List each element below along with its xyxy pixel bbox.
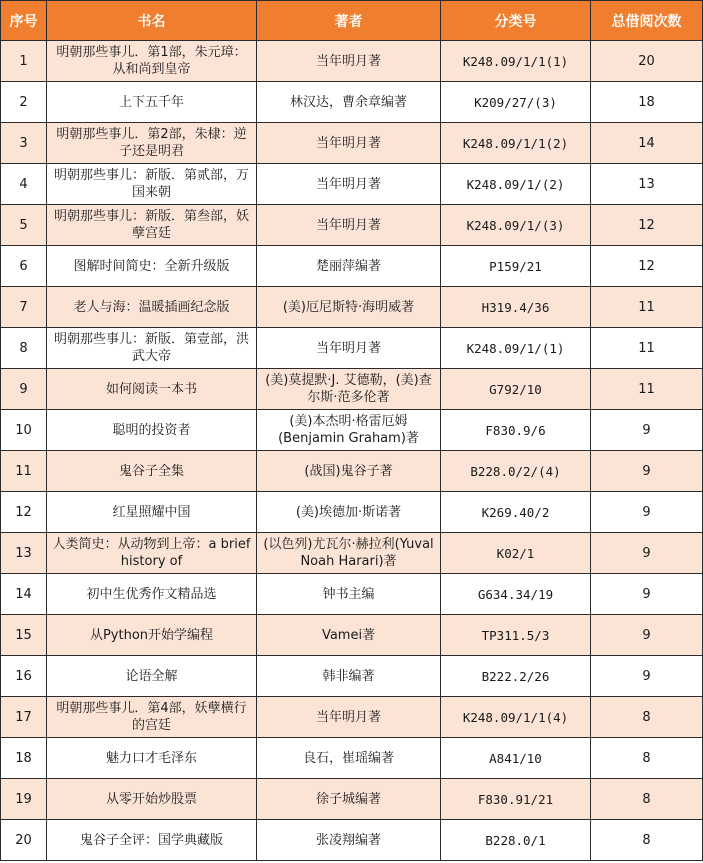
cell-classification: G792/10: [441, 369, 591, 410]
header-row: [1, 1, 703, 41]
cell-author: 当年明月著: [257, 164, 441, 205]
cell-title: 上下五千年: [47, 82, 257, 123]
cell-index: 1: [1, 41, 47, 82]
cell-borrow-count: 18: [591, 82, 703, 123]
cell-index: 2: [1, 82, 47, 123]
cell-index: 17: [1, 697, 47, 738]
cell-title: 鬼谷子全集: [47, 451, 257, 492]
cell-title: 从零开始炒股票: [47, 779, 257, 820]
cell-classification: K248.09/1/(3): [441, 205, 591, 246]
table-row: [1, 41, 703, 82]
cell-classification: B228.0/1: [441, 820, 591, 861]
table-row: [1, 492, 703, 533]
cell-index: 8: [1, 328, 47, 369]
header-author: 著者: [257, 1, 441, 41]
cell-index: 18: [1, 738, 47, 779]
cell-borrow-count: 20: [591, 41, 703, 82]
table-row: [1, 697, 703, 738]
cell-title: 老人与海：温暖插画纪念版: [47, 287, 257, 328]
cell-index: 16: [1, 656, 47, 697]
cell-author: 林汉达，曹余章编著: [257, 82, 441, 123]
cell-index: 4: [1, 164, 47, 205]
table-row: [1, 410, 703, 451]
cell-borrow-count: 8: [591, 779, 703, 820]
cell-classification: F830.9/6: [441, 410, 591, 451]
cell-author: 当年明月著: [257, 205, 441, 246]
cell-title: 论语全解: [47, 656, 257, 697]
cell-author: 当年明月著: [257, 123, 441, 164]
cell-classification: K248.09/1/(1): [441, 328, 591, 369]
cell-borrow-count: 14: [591, 123, 703, 164]
table-body: [1, 41, 703, 861]
cell-classification: K02/1: [441, 533, 591, 574]
table-row: [1, 164, 703, 205]
table-row: [1, 820, 703, 861]
cell-title: 红星照耀中国: [47, 492, 257, 533]
cell-borrow-count: 11: [591, 328, 703, 369]
cell-borrow-count: 9: [591, 574, 703, 615]
cell-author: 楚丽萍编著: [257, 246, 441, 287]
cell-classification: TP311.5/3: [441, 615, 591, 656]
cell-title: 聪明的投资者: [47, 410, 257, 451]
cell-author: 当年明月著: [257, 697, 441, 738]
cell-author: 良石，崔瑶编著: [257, 738, 441, 779]
table-row: [1, 451, 703, 492]
cell-classification: H319.4/36: [441, 287, 591, 328]
cell-title: 明朝那些事儿：新版．第壹部，洪武大帝: [47, 328, 257, 369]
cell-title: 明朝那些事儿．第2部，朱棣：逆子还是明君: [47, 123, 257, 164]
cell-index: 20: [1, 820, 47, 861]
table-row: [1, 533, 703, 574]
cell-borrow-count: 11: [591, 287, 703, 328]
table-row: [1, 82, 703, 123]
cell-borrow-count: 13: [591, 164, 703, 205]
cell-classification: K209/27/(3): [441, 82, 591, 123]
cell-classification: K248.09/1/1(2): [441, 123, 591, 164]
cell-index: 15: [1, 615, 47, 656]
cell-author: 张凌翔编著: [257, 820, 441, 861]
cell-index: 6: [1, 246, 47, 287]
cell-title: 从Python开始学编程: [47, 615, 257, 656]
cell-author: 韩非编著: [257, 656, 441, 697]
cell-classification: B228.0/2/(4): [441, 451, 591, 492]
table-row: [1, 123, 703, 164]
cell-borrow-count: 8: [591, 738, 703, 779]
cell-borrow-count: 9: [591, 533, 703, 574]
cell-title: 明朝那些事儿．第4部，妖孽横行的宫廷: [47, 697, 257, 738]
cell-index: 19: [1, 779, 47, 820]
cell-classification: B222.2/26: [441, 656, 591, 697]
cell-author: 当年明月著: [257, 41, 441, 82]
table-row: [1, 369, 703, 410]
cell-index: 3: [1, 123, 47, 164]
table-row: [1, 779, 703, 820]
header-borrow-count: 总借阅次数: [591, 1, 703, 41]
cell-borrow-count: 8: [591, 820, 703, 861]
cell-classification: K269.40/2: [441, 492, 591, 533]
header-classification: 分类号: [441, 1, 591, 41]
cell-borrow-count: 9: [591, 492, 703, 533]
table-row: [1, 738, 703, 779]
cell-classification: G634.34/19: [441, 574, 591, 615]
cell-borrow-count: 8: [591, 697, 703, 738]
cell-author: (美)本杰明·格雷厄姆(Benjamin Graham)著: [257, 410, 441, 451]
cell-classification: K248.09/1/1(1): [441, 41, 591, 82]
table-row: [1, 205, 703, 246]
cell-author: 当年明月著: [257, 328, 441, 369]
cell-title: 如何阅读一本书: [47, 369, 257, 410]
cell-index: 12: [1, 492, 47, 533]
table-row: [1, 615, 703, 656]
cell-title: 明朝那些事儿：新版．第贰部，万国来朝: [47, 164, 257, 205]
cell-index: 9: [1, 369, 47, 410]
cell-index: 11: [1, 451, 47, 492]
cell-borrow-count: 9: [591, 656, 703, 697]
cell-index: 13: [1, 533, 47, 574]
cell-borrow-count: 11: [591, 369, 703, 410]
cell-author: (美)埃德加·斯诺著: [257, 492, 441, 533]
cell-title: 魅力口才毛泽东: [47, 738, 257, 779]
cell-borrow-count: 9: [591, 615, 703, 656]
cell-author: (战国)鬼谷子著: [257, 451, 441, 492]
cell-borrow-count: 9: [591, 410, 703, 451]
table-row: [1, 656, 703, 697]
cell-title: 图解时间简史：全新升级版: [47, 246, 257, 287]
cell-author: (美)厄尼斯特·海明威著: [257, 287, 441, 328]
cell-author: (美)莫提默·J. 艾德勒，(美)查尔斯·范多伦著: [257, 369, 441, 410]
cell-classification: P159/21: [441, 246, 591, 287]
cell-index: 5: [1, 205, 47, 246]
table-row: [1, 574, 703, 615]
cell-borrow-count: 9: [591, 451, 703, 492]
cell-index: 10: [1, 410, 47, 451]
cell-author: (以色列)尤瓦尔·赫拉利(Yuval Noah Harari)著: [257, 533, 441, 574]
cell-title: 初中生优秀作文精品选: [47, 574, 257, 615]
cell-classification: A841/10: [441, 738, 591, 779]
table-header: [1, 1, 703, 41]
cell-title: 明朝那些事儿：新版．第叁部，妖孽宫廷: [47, 205, 257, 246]
cell-title: 鬼谷子全评：国学典藏版: [47, 820, 257, 861]
header-index: 序号: [1, 1, 47, 41]
cell-classification: F830.91/21: [441, 779, 591, 820]
cell-classification: K248.09/1/(2): [441, 164, 591, 205]
header-title: 书名: [47, 1, 257, 41]
table-row: [1, 328, 703, 369]
cell-title: 明朝那些事儿．第1部，朱元璋：从和尚到皇帝: [47, 41, 257, 82]
cell-index: 7: [1, 287, 47, 328]
cell-author: 钟书主编: [257, 574, 441, 615]
table-row: [1, 287, 703, 328]
cell-index: 14: [1, 574, 47, 615]
cell-classification: K248.09/1/1(4): [441, 697, 591, 738]
cell-borrow-count: 12: [591, 246, 703, 287]
cell-title: 人类简史：从动物到上帝：a brief history of: [47, 533, 257, 574]
table-row: [1, 246, 703, 287]
cell-author: Vamei著: [257, 615, 441, 656]
cell-author: 徐子城编著: [257, 779, 441, 820]
cell-borrow-count: 12: [591, 205, 703, 246]
